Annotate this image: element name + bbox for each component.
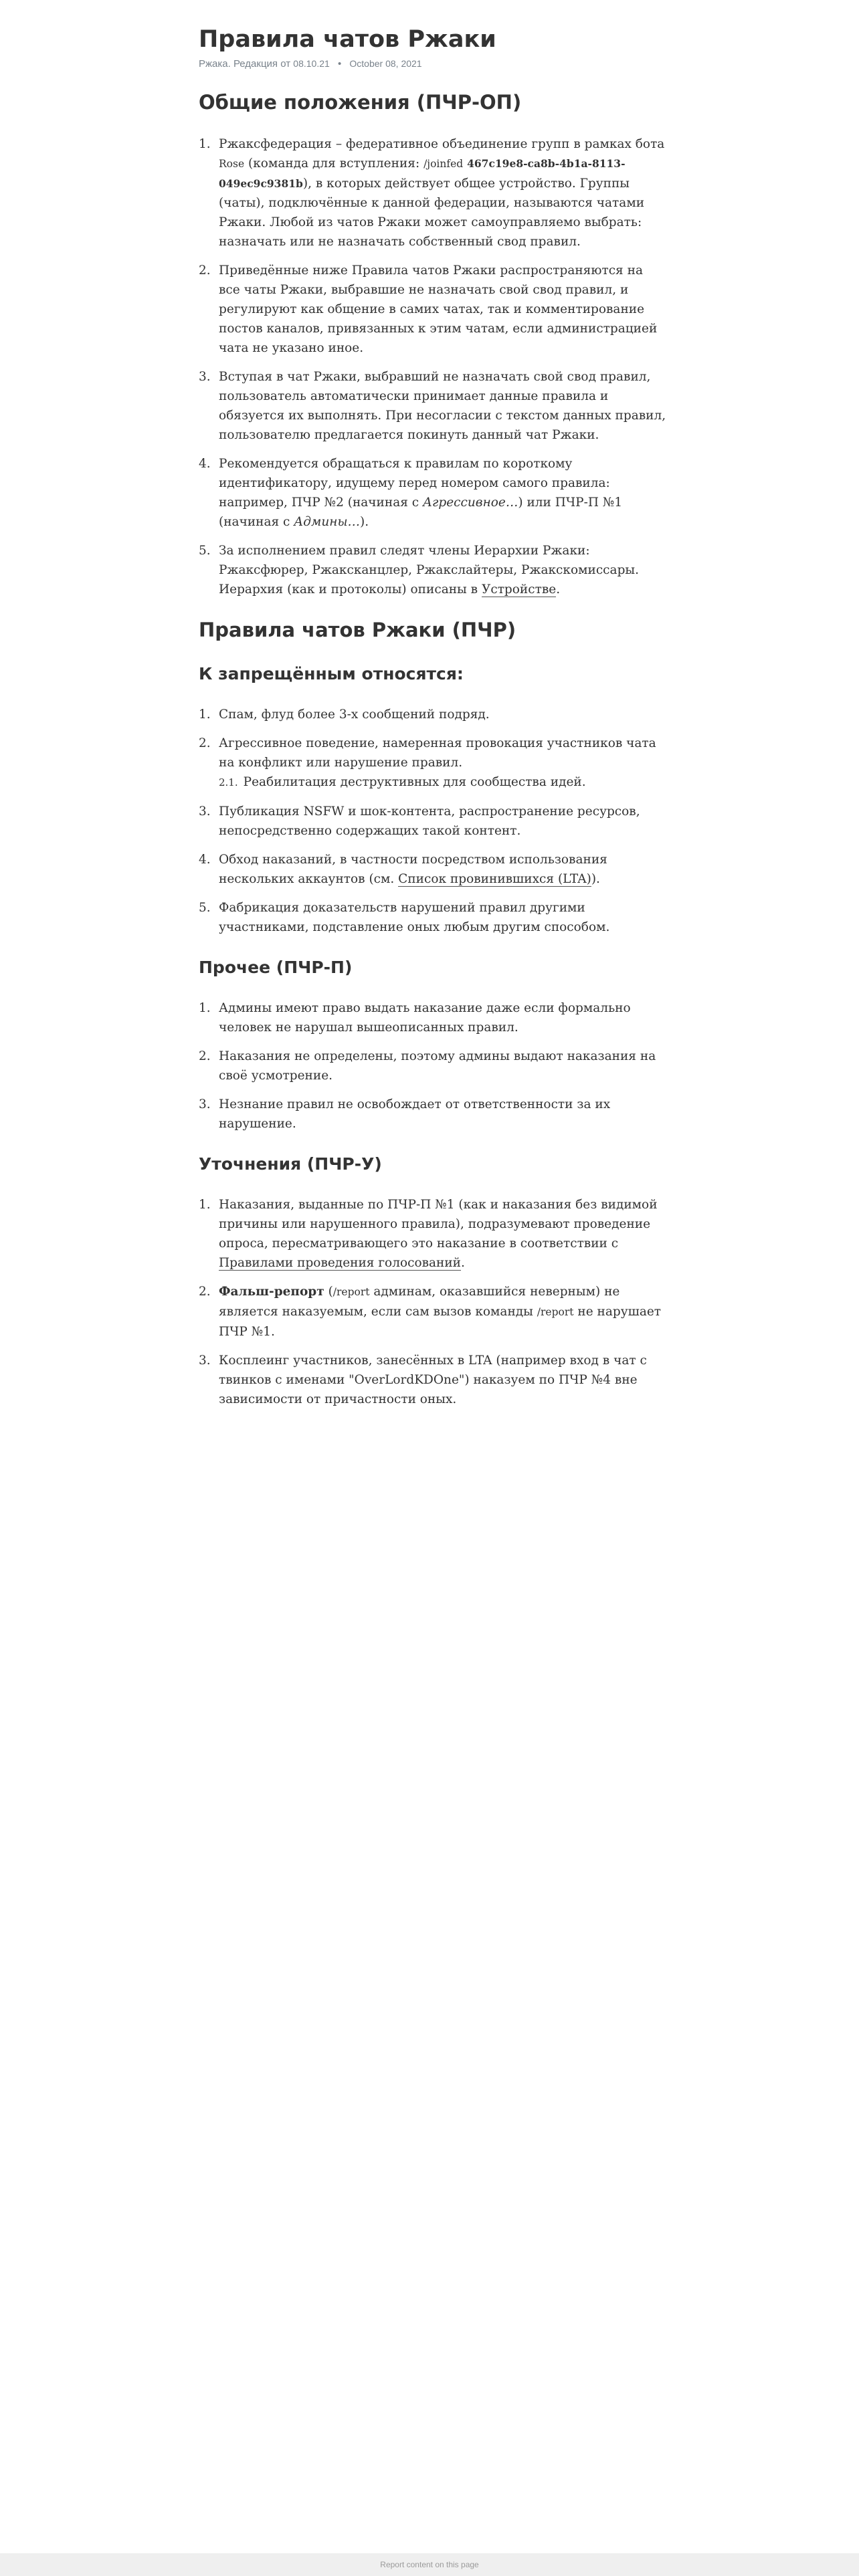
- author-suffix: от: [280, 58, 291, 70]
- list-item: [199, 367, 667, 445]
- text: Приведённые ниже Правила чатов Ржаки распространяются на все чаты Ржаки, выбравшие не назначать свой свод правил, и регулируют как общение в самих чатах, так и комментирование постов каналов, привязанных к этим чатам, если администрацией чата не указано иное.: [219, 263, 658, 355]
- text: Наказания, выданные по ПЧР-П №1 (как и наказания без видимой причины или нарушенного правила), подразумевают проведение опроса, пересматривающего это наказание в соответствии с: [219, 1198, 658, 1251]
- text: Админы имеют право выдать наказание даже если формально человек не нарушал вышеописанных правил.: [219, 1001, 631, 1035]
- text: ), в которых действует общее устройство. Группы (чаты), подключённые к данной федерации, называются чатами Ржаки. Любой из чатов Ржаки может самоуправляемо выбрать: назначать или не назначать собственный свод правил.: [219, 177, 645, 249]
- strong-text: Фальш-репорт: [219, 1285, 324, 1299]
- list-item: [199, 454, 667, 532]
- section-rules-subheading: К запрещённым относятся:: [199, 664, 464, 683]
- list-item: [199, 1047, 667, 1085]
- article: [199, 24, 667, 1418]
- article-meta: [199, 56, 667, 72]
- text: ).: [360, 515, 369, 529]
- list-number: 3.: [199, 1097, 211, 1111]
- text: Публикация NSFW и шок-контента, распространение ресурсов, непосредственно содержащих такой контент.: [219, 804, 640, 838]
- list-item: [199, 1095, 667, 1134]
- clarify-list: [199, 1195, 667, 1409]
- structure-link[interactable]: Устройстве: [481, 582, 557, 597]
- emphasis: Агрессивное…: [423, 496, 518, 510]
- text: Обход наказаний, в частности посредством использования нескольких аккаунтов (см.: [219, 853, 607, 886]
- text: Спам, флуд более 3-х сообщений подряд.: [219, 708, 490, 722]
- text: Вступая в чат Ржаки, выбравший не назначать свой свод правил, пользователь автоматически принимает данные правила и обязуется их выполнять. При несогласии с текстом данных правил, пользователю предлагается покинуть данный чат Ржаки.: [219, 370, 666, 442]
- list-number: 2.: [199, 1285, 211, 1299]
- text: не нарушает ПЧР №1.: [219, 1305, 662, 1339]
- section-general-heading: Общие положения (ПЧР-ОП): [199, 91, 522, 114]
- other-list: [199, 998, 667, 1134]
- list-number: 3.: [199, 370, 211, 384]
- text: админам, оказавшийся неверным) не является наказуемым, если сам вызов команды: [219, 1285, 620, 1319]
- list-item: [199, 1351, 667, 1409]
- edition-label: 08.10.21: [293, 58, 330, 69]
- text: (команда для вступления:: [244, 156, 424, 171]
- text: ).: [591, 872, 600, 886]
- report-bar: [0, 2553, 859, 2576]
- emphasis: Админы…: [294, 515, 361, 529]
- list-number: 1.: [199, 1198, 211, 1212]
- list-number: 2.: [199, 736, 211, 750]
- text: Фабрикация доказательств нарушений правил другими участниками, подставление оных любым другим способом.: [219, 901, 610, 934]
- section-clarify-heading: Уточнения (ПЧР-У): [199, 1154, 382, 1174]
- sub-number: 2.1.: [219, 776, 238, 788]
- meta-separator: •: [337, 58, 342, 70]
- text: Ржаксфедерация – федеративное объединение групп в рамках бота: [219, 137, 665, 151]
- list-item: [199, 1195, 667, 1273]
- text: Косплеинг участников, занесённых в LTA (например вход в чат с твинков с именами "OverLordKDOne") наказуем по ПЧР №4 вне зависимости от причастности оных.: [219, 1354, 647, 1406]
- section-other-heading: Прочее (ПЧР-П): [199, 958, 353, 977]
- rules-list: [199, 705, 667, 937]
- text: .: [556, 582, 561, 597]
- list-item: [199, 134, 667, 251]
- list-number: 3.: [199, 804, 211, 819]
- text: .: [461, 1256, 465, 1270]
- list-number: 5.: [199, 901, 211, 915]
- text: Рекомендуется обращаться к правилам по короткому идентификатору, идущему перед номером самого правила: например, ПЧР №2 (начиная с: [219, 457, 610, 510]
- text: Незнание правил не освобождает от ответственности за их нарушение.: [219, 1097, 611, 1131]
- federation-id: 467c19e8-ca8b-4b1a-8113-049ec9c9381b: [219, 157, 626, 190]
- list-item: [199, 261, 667, 358]
- text: Реабилитация деструктивных для сообщества идей.: [243, 775, 586, 789]
- publish-date: October 08, 2021: [349, 58, 422, 69]
- list-number: 4.: [199, 457, 211, 471]
- list-item: [199, 705, 667, 724]
- voting-rules-link[interactable]: Правилами проведения голосований: [219, 1256, 462, 1270]
- list-number: 4.: [199, 853, 211, 867]
- command-text: /report: [537, 1306, 574, 1318]
- list-item: [199, 898, 667, 937]
- lta-link[interactable]: Список провинившихся (LTA): [398, 872, 591, 886]
- list-number: 1.: [199, 1001, 211, 1015]
- text: Агрессивное поведение, намеренная провокация участников чата на конфликт или нарушение правил.: [219, 736, 656, 770]
- list-number: 5.: [199, 544, 211, 558]
- list-number: 1.: [199, 137, 211, 151]
- list-number: 1.: [199, 708, 211, 722]
- list-number: 2.: [199, 263, 211, 278]
- text: (: [324, 1285, 333, 1299]
- report-content-link[interactable]: Report content on this page: [380, 2560, 479, 2569]
- command-text: /joinfed: [423, 158, 464, 170]
- list-number: 2.: [199, 1049, 211, 1063]
- list-item: [199, 734, 667, 792]
- section-rules-heading: Правила чатов Ржаки (ПЧР): [199, 619, 516, 641]
- text: За исполнением правил следят члены Иерархии Ржаки: Ржаксфюрер, Ржаксканцлер, Ржакслайтеры, Ржакскомиссары. Иерархия (как и протоколы) описаны в: [219, 544, 640, 597]
- list-item: [199, 998, 667, 1037]
- general-list: [199, 134, 667, 599]
- text: ) или ПЧР-П №1 (начиная с: [219, 496, 623, 529]
- author-link[interactable]: Ржака. Редакция: [199, 58, 278, 70]
- list-item: [199, 541, 667, 599]
- page-title: Правила чатов Ржаки: [199, 26, 496, 53]
- text: Rose: [219, 158, 245, 170]
- command-text: /report: [332, 1286, 370, 1298]
- list-item: [199, 850, 667, 889]
- list-item: [199, 802, 667, 841]
- list-number: 3.: [199, 1354, 211, 1368]
- sub-item: [219, 772, 667, 792]
- text: Наказания не определены, поэтому админы выдают наказания на своё усмотрение.: [219, 1049, 656, 1083]
- list-item: [199, 1282, 667, 1341]
